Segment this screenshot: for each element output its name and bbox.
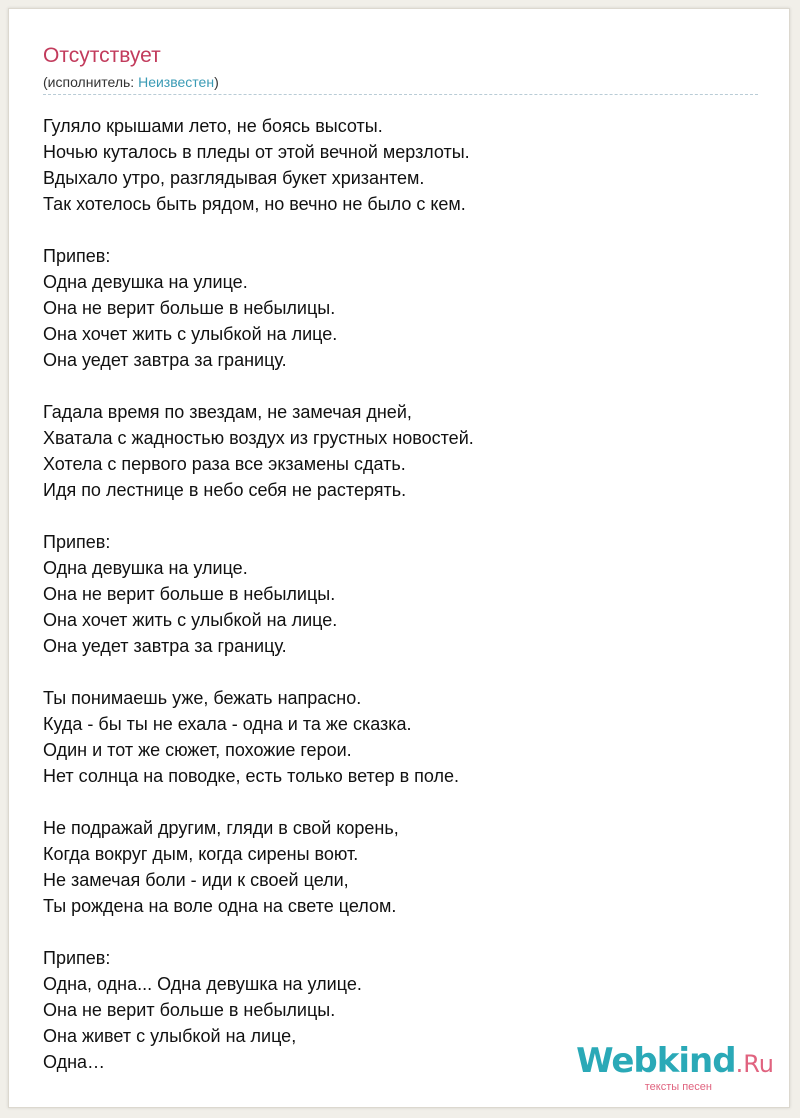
lyric-line: Она уедет завтра за границу. bbox=[43, 636, 287, 656]
lyric-line: Одна… bbox=[43, 1052, 106, 1072]
lyric-line: Хватала с жадностью воздух из грустных новостей. bbox=[43, 428, 474, 448]
watermark-tagline: тексты песен bbox=[644, 1081, 712, 1093]
lyric-line: Вдыхало утро, разглядывая букет хризантем. bbox=[43, 168, 425, 188]
stanza-break bbox=[43, 659, 474, 685]
stanza-break bbox=[43, 217, 474, 243]
lyric-line: Припев: bbox=[43, 246, 111, 266]
lyric-line: Она не верит больше в небылицы. bbox=[43, 1000, 336, 1020]
lyric-line: Ты рождена на воле одна на свете целом. bbox=[43, 896, 397, 916]
lyric-line: Нет солнца на поводке, есть только ветер в поле. bbox=[43, 766, 460, 786]
lyric-line: Когда вокруг дым, когда сирены воют. bbox=[43, 844, 359, 864]
lyric-line: Она хочет жить с улыбкой на лице. bbox=[43, 324, 338, 344]
lyric-line: Ты понимаешь уже, бежать напрасно. bbox=[43, 688, 362, 708]
lyric-line: Один и тот же сюжет, похожие герои. bbox=[43, 740, 352, 760]
lyric-line: Куда - бы ты не ехала - одна и та же сказка. bbox=[43, 714, 412, 734]
lyric-line: Гадала время по звездам, не замечая дней, bbox=[43, 402, 412, 422]
lyric-line: Припев: bbox=[43, 948, 111, 968]
lyric-line: Ночью куталось в пледы от этой вечной мерзлоты. bbox=[43, 142, 470, 162]
artist-line bbox=[43, 75, 219, 89]
artist-link[interactable]: Неизвестен bbox=[138, 74, 215, 90]
lyric-line: Одна, одна... Одна девушка на улице. bbox=[43, 974, 362, 994]
lyric-line: Так хотелось быть рядом, но вечно не было с кем. bbox=[43, 194, 466, 214]
lyric-line: Не замечая боли - иди к своей цели, bbox=[43, 870, 349, 890]
lyric-line: Она не верит больше в небылицы. bbox=[43, 584, 336, 604]
lyric-line: Она живет с улыбкой на лице, bbox=[43, 1026, 297, 1046]
watermark-brand: Webkind bbox=[576, 1041, 736, 1081]
lyric-line: Она хочет жить с улыбкой на лице. bbox=[43, 610, 338, 630]
lyric-line: Она не верит больше в небылицы. bbox=[43, 298, 336, 318]
stanza-break bbox=[43, 373, 474, 399]
lyric-line: Идя по лестнице в небо себя не растерять. bbox=[43, 480, 407, 500]
artist-prefix: (исполнитель: bbox=[43, 74, 139, 90]
stanza-break bbox=[43, 919, 474, 945]
lyric-line: Припев: bbox=[43, 532, 111, 552]
stanza-break bbox=[43, 789, 474, 815]
lyrics-body bbox=[43, 113, 474, 1075]
watermark-tld: .Ru bbox=[735, 1050, 774, 1078]
header-divider bbox=[43, 94, 758, 95]
lyric-line: Одна девушка на улице. bbox=[43, 272, 248, 292]
lyric-line: Она уедет завтра за границу. bbox=[43, 350, 287, 370]
lyrics-sheet bbox=[8, 8, 790, 1108]
lyric-line: Не подражай другим, гляди в свой корень, bbox=[43, 818, 399, 838]
webkind-watermark bbox=[576, 1041, 774, 1093]
lyric-line: Одна девушка на улице. bbox=[43, 558, 248, 578]
lyric-line: Хотела с первого раза все экзамены сдать. bbox=[43, 454, 406, 474]
song-title: Отсутствует bbox=[43, 44, 161, 67]
lyric-line: Гуляло крышами лето, не боясь высоты. bbox=[43, 116, 383, 136]
stanza-break bbox=[43, 503, 474, 529]
artist-suffix: ) bbox=[214, 74, 219, 90]
